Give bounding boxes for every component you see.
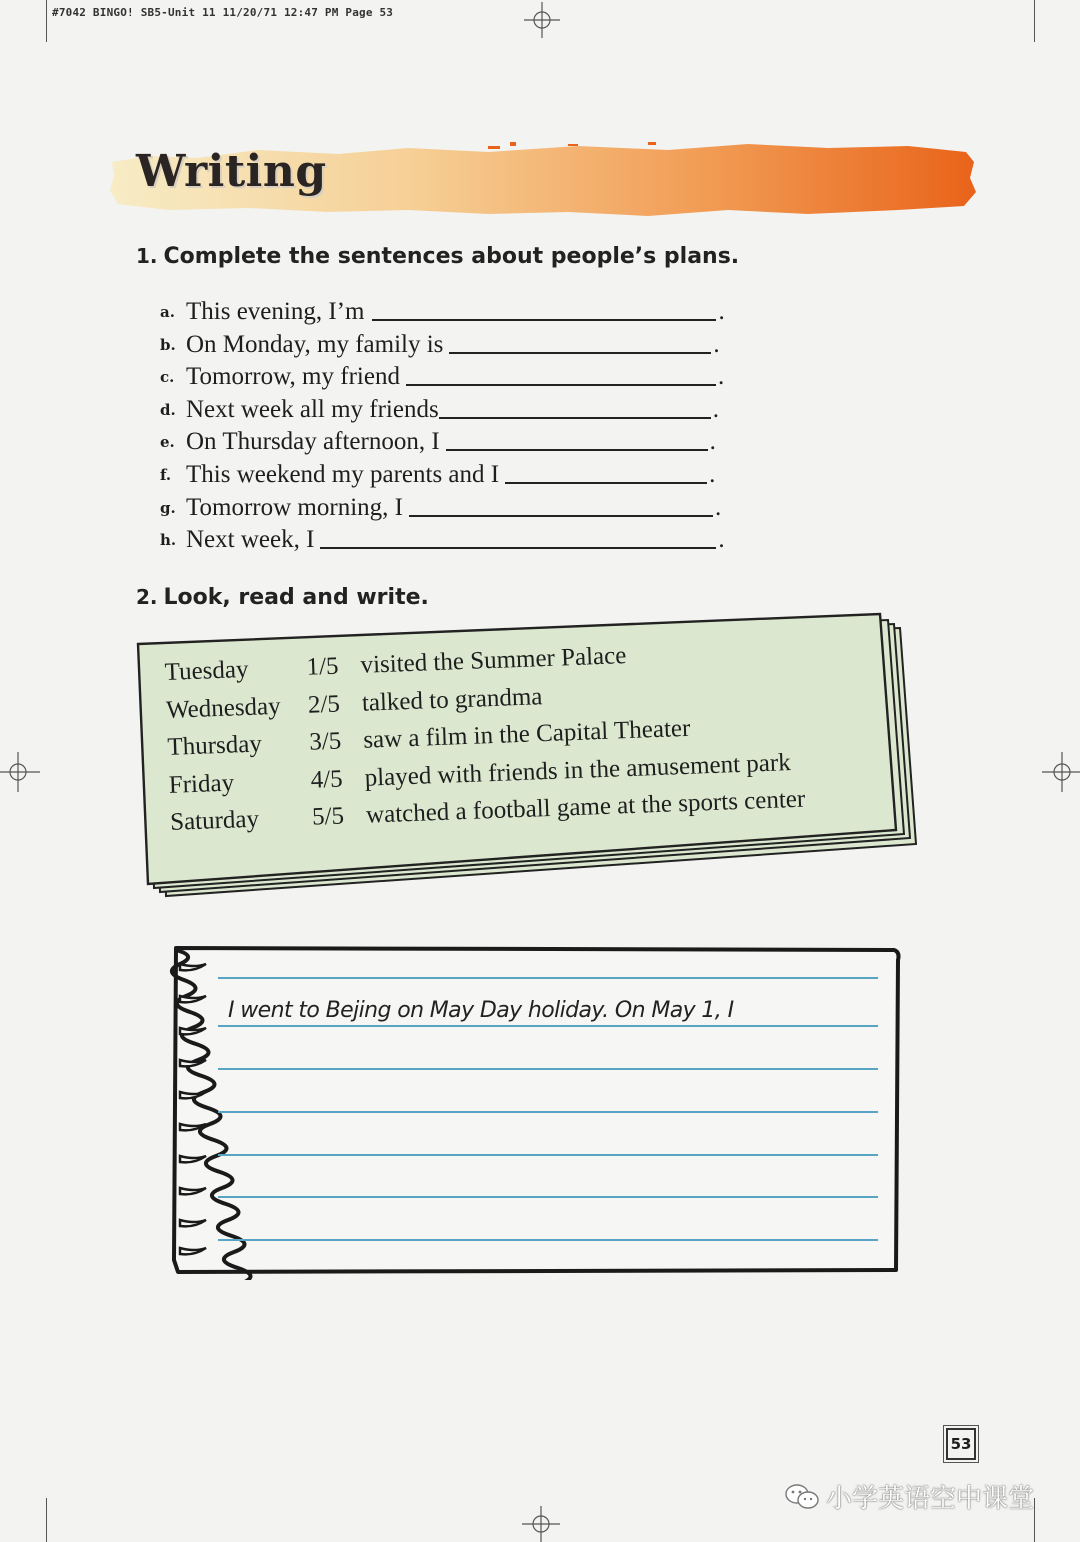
chat-bubbles-icon	[784, 1482, 820, 1512]
watermark	[784, 1478, 1034, 1515]
diary-activity: watched a football game at the sports center	[365, 785, 806, 829]
registration-mark-top	[524, 2, 560, 38]
diary-activity: talked to grandma	[361, 682, 543, 717]
sentence-text: Next week, I	[186, 526, 315, 554]
exercise-2-heading-text: Look, read and write.	[163, 585, 429, 610]
answer-blank[interactable]	[446, 427, 708, 451]
sentence-list	[160, 296, 760, 557]
sentence-item: f. This weekend my parents and I .	[160, 459, 760, 492]
diary-date: 2/5	[307, 690, 341, 719]
answer-blank[interactable]	[449, 330, 711, 354]
diary-date: 4/5	[310, 765, 344, 794]
print-slug: #7042 BINGO! SB5-Unit 11 11/20/71 12:47 PM Page 53	[52, 6, 394, 19]
sentence-item: g. Tomorrow morning, I .	[160, 492, 760, 525]
diary-day: Saturday	[169, 805, 260, 836]
sentence-text: This evening, I’m	[186, 298, 365, 325]
diary-date: 1/5	[306, 652, 340, 681]
sentence-letter: f.	[160, 465, 172, 484]
answer-blank[interactable]	[320, 525, 716, 549]
sentence-item: e. On Thursday afternoon, I .	[160, 426, 760, 459]
page-number: 53	[946, 1428, 976, 1460]
sentence-letter: a.	[160, 303, 175, 321]
notebook-line	[218, 1154, 878, 1156]
exercise-1-heading-text: Complete the sentences about people’s plans.	[163, 244, 740, 269]
exercise-1-heading	[136, 244, 739, 269]
sentence-letter: c.	[160, 368, 175, 387]
crop-mark-top-right	[1034, 0, 1035, 42]
notebook-line	[218, 1068, 878, 1070]
notebook-line	[218, 1111, 878, 1113]
sentence-text: This weekend my parents and I	[186, 460, 500, 488]
diary-activity: visited the Summer Palace	[360, 642, 627, 679]
notebook-line	[218, 977, 878, 979]
exercise-1-number: 1.	[136, 244, 158, 268]
sentence-item: a. This evening, I’m .	[160, 296, 760, 329]
diary-date: 5/5	[311, 802, 345, 831]
sentence-text: Tomorrow, my friend	[186, 363, 400, 391]
sentence-letter: b.	[160, 335, 176, 354]
sentence-letter: d.	[160, 400, 176, 419]
notebook-page	[150, 940, 910, 1280]
diary-activity: saw a film in the Capital Theater	[362, 714, 691, 754]
registration-mark-left	[0, 752, 40, 792]
diary-day: Friday	[168, 769, 235, 799]
sentence-text: Next week all my friends	[186, 395, 439, 423]
sentence-letter: g.	[160, 498, 176, 517]
crop-mark-bottom-left	[46, 1498, 47, 1542]
sentence-text: On Monday, my family is	[186, 330, 444, 358]
notebook-line	[218, 1025, 878, 1027]
diary-day: Thursday	[166, 730, 263, 761]
diary-day: Tuesday	[164, 655, 249, 686]
watermark-text: 小学英语空中课堂	[826, 1484, 1035, 1514]
sentence-text: On Thursday afternoon, I	[186, 428, 440, 456]
answer-blank[interactable]	[372, 297, 716, 321]
sentence-item: c. Tomorrow, my friend .	[160, 361, 760, 394]
sentence-item: h. Next week, I .	[160, 524, 760, 557]
notebook-start-text[interactable]: I went to Bejing on May Day holiday. On May 1, I	[228, 998, 734, 1023]
sentence-letter: h.	[160, 531, 177, 550]
notebook-line	[218, 1239, 878, 1241]
crop-mark-bottom-right	[1034, 1498, 1035, 1542]
answer-blank[interactable]	[439, 395, 711, 419]
sentence-text: Tomorrow morning, I	[186, 493, 403, 521]
sentence-item: d. Next week all my friends .	[160, 394, 760, 427]
section-title: Writing	[136, 146, 327, 197]
sentence-letter: e.	[160, 433, 175, 452]
answer-blank[interactable]	[409, 493, 713, 517]
answer-blank[interactable]	[505, 460, 707, 484]
sentence-item: b. On Monday, my family is .	[160, 329, 760, 362]
notebook-line	[218, 1196, 878, 1198]
diary-activity: played with friends in the amusement park	[364, 748, 792, 792]
registration-mark-right	[1042, 752, 1080, 792]
crop-mark-top-left	[46, 0, 47, 42]
diary-entries	[164, 629, 860, 842]
registration-mark-bottom	[522, 1506, 560, 1542]
answer-blank[interactable]	[406, 362, 716, 386]
diary-date: 3/5	[308, 727, 342, 756]
exercise-2-number: 2.	[136, 585, 158, 609]
diary-day: Wednesday	[165, 692, 282, 724]
